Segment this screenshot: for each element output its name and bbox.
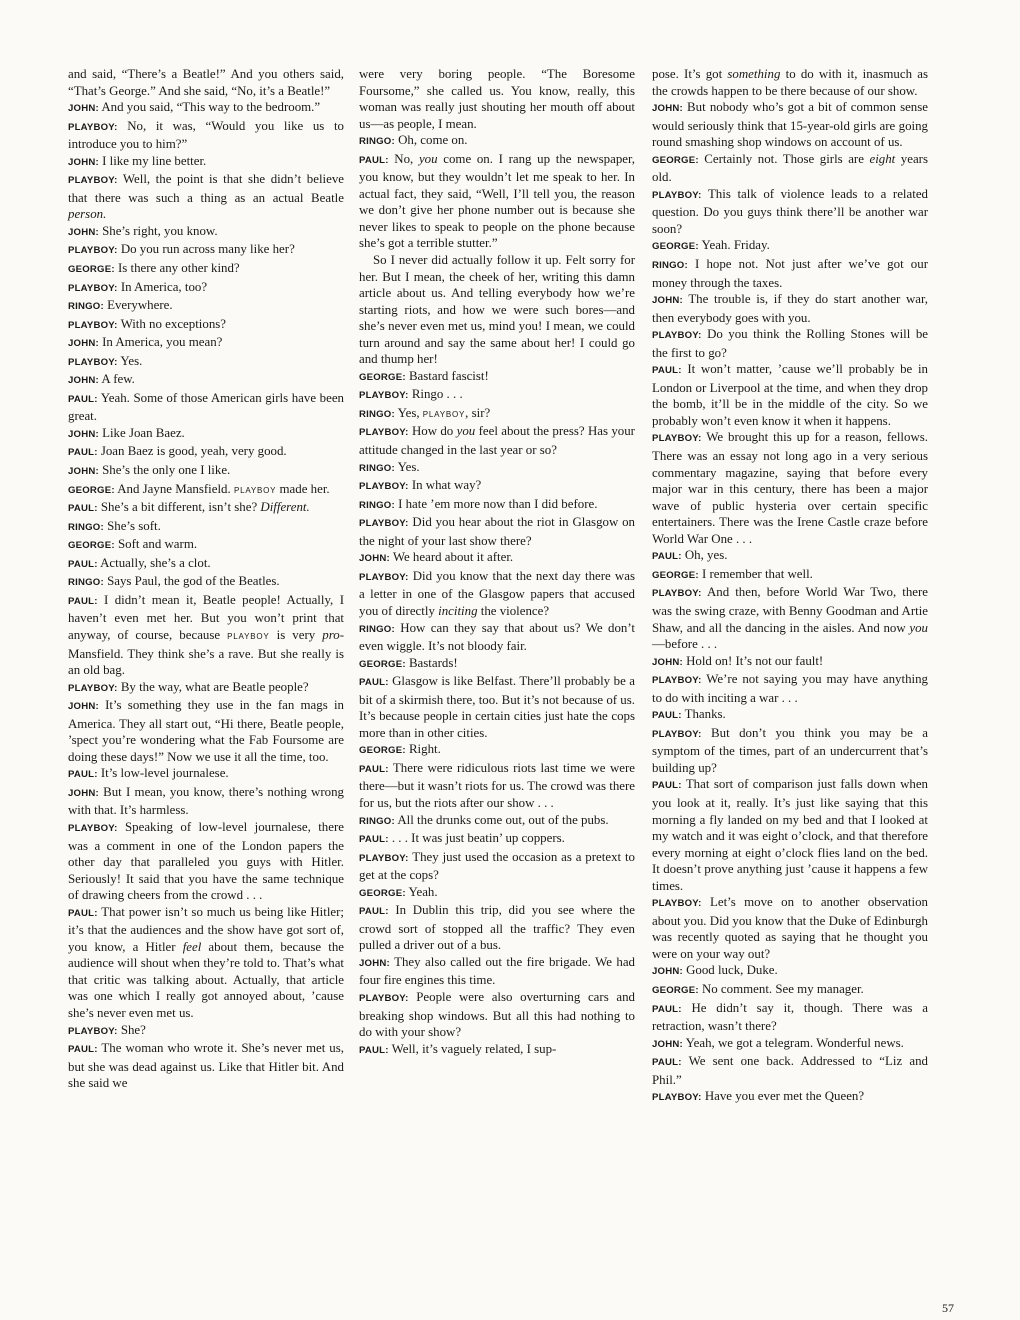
speaker-label: PLAYBOY: <box>359 518 409 530</box>
body-text: come on. I rang up the newspaper, you know, but they wouldn’t let me speak to her. In actual fact, they said, “Well, I’ll tell you, the reason we don’t give her phone number out is because she never likes to speak to people on the phone because she’s got a terrible stutter.” <box>359 151 635 251</box>
interview-paragraph <box>68 573 344 592</box>
interview-paragraph <box>359 849 635 884</box>
speaker-label: PLAYBOY: <box>68 1025 118 1037</box>
body-text: The woman who wrote it. She’s never met us, but she was dead against us. Like that Hitler bit. And she said we <box>68 1041 344 1091</box>
interview-paragraph <box>68 765 344 784</box>
emphasis-text: eight <box>869 151 896 166</box>
body-text: Thanks. <box>684 707 726 722</box>
interview-paragraph <box>359 151 635 252</box>
speaker-label: PLAYBOY: <box>68 682 118 694</box>
body-text: about them, because the audience will shout when they’re told to. That’s what that critic was talking about. Actually, that article was one which I really got annoyed about, ’cause she’s never even met us. <box>68 939 344 1020</box>
interview-paragraph <box>68 66 344 99</box>
body-text: made her. <box>276 481 330 496</box>
small-caps-text: PLAYBOY <box>422 409 466 419</box>
interview-paragraph <box>68 555 344 574</box>
interview-paragraph <box>652 566 928 585</box>
speaker-label: RINGO: <box>68 301 104 313</box>
interview-paragraph <box>68 443 344 462</box>
speaker-label: PLAYBOY: <box>68 319 118 331</box>
interview-paragraph <box>68 118 344 153</box>
interview-paragraph <box>359 673 635 741</box>
body-text: In Dublin this trip, did you see where the crowd sort of stopped all the traffic? They even pulled a driver out of a bus. <box>359 903 635 953</box>
body-text: Joan Baez is good, yeah, very good. <box>100 444 287 459</box>
speaker-label: PLAYBOY: <box>359 852 409 864</box>
speaker-label: PAUL: <box>359 763 389 775</box>
body-text: It won’t matter, ’cause we’ll probably be in London or Liverpool at the time, and when they drop the bomb, it’ll be in the middle of the city. So we probably won’t even know it when it happens. <box>652 362 928 428</box>
emphasis-text: you <box>909 620 928 635</box>
body-text: Certainly not. Those girls are <box>704 151 870 166</box>
page-number: 57 <box>942 1301 954 1315</box>
speaker-label: JOHN: <box>652 1038 683 1050</box>
interview-paragraph <box>359 884 635 903</box>
speaker-label: PAUL: <box>68 595 98 607</box>
interview-paragraph <box>652 256 928 291</box>
speaker-label: GEORGE: <box>652 241 699 253</box>
body-text: Glasgow is like Belfast. There’ll probably be a bit of a skirmish there, too. But it’s not because of us. It’s because people in certain cities just hate the cops more than in other cities. <box>359 674 635 740</box>
emphasis-text: person. <box>68 207 107 222</box>
speaker-label: PAUL: <box>652 1057 682 1069</box>
body-text: Yeah. Friday. <box>701 238 770 253</box>
body-text: I hope not. Not just after we’ve got our money through the taxes. <box>652 257 928 290</box>
interview-paragraph <box>68 99 344 118</box>
body-text: No, <box>394 151 419 166</box>
speaker-label: PLAYBOY: <box>68 121 118 133</box>
body-text: We heard about it after. <box>392 550 514 565</box>
interview-paragraph <box>68 223 344 242</box>
interview-paragraph <box>652 429 928 547</box>
body-text: People were also overturning cars and breaking shop windows. But all this had nothing to do with your show? <box>359 989 635 1040</box>
interview-paragraph <box>652 326 928 361</box>
speaker-label: RINGO: <box>68 577 104 589</box>
body-text: That sort of comparison just falls down when you look at it, really. It’s just like saying that this morning a fly landed on my bed and that I looked at my watch and it was eight o’clock, and that therefore every morning at eight o’clock flies land on the bed. It doesn’t prove anything just ’cause it happens a few times. <box>652 777 929 893</box>
text-column-middle <box>359 66 635 1059</box>
body-text: pose. It’s got <box>652 67 728 81</box>
speaker-label: PAUL: <box>68 1044 98 1056</box>
body-text: Do you think the Rolling Stones will be the first to go? <box>652 327 928 360</box>
body-text: No, it was, “Would you like us to introduce you to him?” <box>68 118 344 152</box>
speaker-label: PAUL: <box>68 503 98 515</box>
speaker-label: JOHN: <box>68 375 99 387</box>
emphasis-text: you <box>418 151 438 166</box>
interview-paragraph <box>652 706 928 725</box>
speaker-label: PAUL: <box>359 1044 389 1056</box>
body-text: So I never did actually follow it up. Felt sorry for her. But I mean, the cheek of her, writing this damn article about us. And telling everybody how we’re starting riots, and how we were such bores—and she’s never even met us, mind you! I mean, we could turn around and say the same about her! I could go and thump her! <box>359 253 635 367</box>
speaker-label: JOHN: <box>359 553 390 565</box>
body-text: Oh, come on. <box>398 133 468 148</box>
speaker-label: PAUL: <box>652 1003 682 1015</box>
body-text: Yeah, we got a telegram. Wonderful news. <box>685 1035 904 1050</box>
interview-paragraph <box>359 954 635 989</box>
body-text: No comment. See my manager. <box>701 981 864 996</box>
interview-paragraph <box>359 368 635 387</box>
interview-paragraph <box>68 784 344 819</box>
interview-paragraph <box>68 316 344 335</box>
interview-paragraph <box>652 547 928 566</box>
interview-paragraph <box>359 514 635 549</box>
speaker-label: RINGO: <box>359 462 395 474</box>
text-column-right <box>652 66 928 1107</box>
body-text: All the drunks come out, out of the pubs. <box>397 812 609 827</box>
interview-paragraph <box>652 584 928 652</box>
speaker-label: GEORGE: <box>359 887 406 899</box>
speaker-label: GEORGE: <box>68 264 115 276</box>
body-text: is very <box>269 627 323 642</box>
body-text: Mansfield. They think she’s a rave. But she really is an old bag. <box>68 646 344 678</box>
body-text: He didn’t say it, though. There was a retraction, wasn’t there? <box>652 1000 928 1034</box>
speaker-label: JOHN: <box>652 103 683 115</box>
body-text: Do you run across many like her? <box>120 242 295 257</box>
speaker-label: PAUL: <box>359 906 389 918</box>
speaker-label: PLAYBOY: <box>68 356 118 368</box>
speaker-label: PLAYBOY: <box>652 728 702 740</box>
body-text: How can they say that about us? We don’t even wiggle. It’s not bloody fair. <box>359 620 635 654</box>
body-text: I hate ’em more now than I did before. <box>398 496 598 511</box>
body-text: Yes. <box>120 353 143 368</box>
speaker-label: PLAYBOY: <box>359 992 409 1004</box>
speaker-label: PLAYBOY: <box>68 282 118 294</box>
interview-paragraph <box>359 741 635 760</box>
body-text: By the way, what are Beatle people? <box>120 679 309 694</box>
interview-paragraph <box>68 697 344 765</box>
speaker-label: JOHN: <box>68 466 99 478</box>
interview-paragraph <box>652 186 928 238</box>
speaker-label: PLAYBOY: <box>652 433 702 445</box>
body-text: She’s soft. <box>107 518 161 533</box>
body-text: . . . It was just beatin’ up coppers. <box>391 831 565 846</box>
body-text: She’s a bit different, isn’t she? <box>100 500 261 515</box>
speaker-label: PAUL: <box>359 154 389 166</box>
interview-paragraph <box>68 481 344 500</box>
interview-paragraph <box>68 153 344 172</box>
body-text: We sent one back. Addressed to “Liz and Phil.” <box>652 1054 928 1087</box>
speaker-label: JOHN: <box>68 103 99 115</box>
interview-paragraph <box>359 568 635 620</box>
interview-paragraph <box>652 962 928 981</box>
speaker-label: JOHN: <box>652 295 683 307</box>
body-text: were very boring people. “The Boresome Foursome,” she called us. You know, really, this woman was really just shouting her mouth off about us—as people, I mean. <box>359 67 635 131</box>
small-caps-text: PLAYBOY <box>233 485 277 495</box>
interview-paragraph <box>68 1022 344 1041</box>
interview-paragraph <box>68 371 344 390</box>
speaker-label: PAUL: <box>68 447 98 459</box>
body-text: Hold on! It’s not our fault! <box>686 653 824 668</box>
body-text: Did you know that the next day there was a letter in one of the Glasgow papers that accused you of directly <box>359 568 635 618</box>
interview-paragraph <box>68 592 344 679</box>
body-text: With no exceptions? <box>120 316 227 331</box>
speaker-label: GEORGE: <box>359 745 406 757</box>
body-text: And then, before World War Two, there was the swing craze, with Benny Goodman and Artie Shaw, and all the dancing in the aisles. And now <box>652 585 929 635</box>
body-text: But nobody who’s got a bit of common sense would seriously think that 15-year-old girls are going round smashing shop windows on account of us. <box>652 100 928 150</box>
emphasis-text: Different. <box>260 500 310 515</box>
emphasis-text: you <box>456 424 476 439</box>
speaker-label: GEORGE: <box>652 984 699 996</box>
speaker-label: RINGO: <box>652 260 688 272</box>
interview-paragraph <box>652 1088 928 1107</box>
body-text: Bastard fascist! <box>408 368 489 383</box>
speaker-label: PLAYBOY: <box>359 481 409 493</box>
speaker-label: PAUL: <box>68 558 98 570</box>
speaker-label: PAUL: <box>652 365 682 377</box>
speaker-label: PLAYBOY: <box>359 571 409 583</box>
speaker-label: PAUL: <box>359 677 389 689</box>
speaker-label: JOHN: <box>652 656 683 668</box>
interview-paragraph <box>652 151 928 186</box>
speaker-label: PLAYBOY: <box>652 1092 702 1104</box>
body-text: Bastards! <box>408 655 458 670</box>
interview-paragraph <box>68 462 344 481</box>
interview-paragraph <box>359 760 635 812</box>
speaker-label: RINGO: <box>359 623 395 635</box>
body-text: And you said, “This way to the bedroom.” <box>101 100 321 115</box>
interview-paragraph <box>68 679 344 698</box>
body-text: Well, it’s vaguely related, I sup- <box>391 1041 557 1056</box>
speaker-label: PAUL: <box>652 710 682 722</box>
body-text: Actually, she’s a clot. <box>100 555 211 570</box>
speaker-label: PAUL: <box>68 907 98 919</box>
speaker-label: PLAYBOY: <box>68 175 118 187</box>
body-text: Oh, yes. <box>684 548 728 563</box>
interview-paragraph <box>359 830 635 849</box>
body-text: But I mean, you know, there’s nothing wrong with that. It’s harmless. <box>68 784 344 818</box>
body-text: the violence? <box>477 603 550 618</box>
emphasis-text: feel <box>182 939 202 954</box>
interview-paragraph <box>652 653 928 672</box>
speaker-label: GEORGE: <box>652 154 699 166</box>
body-text: And Jayne Mansfield. <box>117 481 234 496</box>
body-text: Yes. <box>397 459 420 474</box>
speaker-label: RINGO: <box>359 815 395 827</box>
interview-paragraph <box>652 361 928 429</box>
body-text: I didn’t mean it, Beatle people! Actually, I haven’t even met her. But you won’t print that anyway, of course, because <box>68 592 344 642</box>
interview-paragraph <box>359 496 635 515</box>
speaker-label: GEORGE: <box>68 484 115 496</box>
speaker-label: PLAYBOY: <box>359 427 409 439</box>
body-text: In what way? <box>411 478 482 493</box>
interview-paragraph <box>652 1035 928 1054</box>
body-text: In America, too? <box>120 279 208 294</box>
emphasis-text: something <box>727 67 781 81</box>
interview-paragraph <box>652 99 928 151</box>
body-text: How do <box>411 424 457 439</box>
body-text: years old. <box>652 151 928 185</box>
interview-paragraph <box>68 904 344 1022</box>
interview-paragraph <box>359 252 635 368</box>
body-text: Says Paul, the god of the Beatles. <box>107 574 280 589</box>
body-text: But don’t you think you may be a symptom of the times, part of an undercurrent that’s building up? <box>652 725 928 775</box>
interview-paragraph <box>68 1040 344 1092</box>
speaker-label: JOHN: <box>68 156 99 168</box>
body-text: There were ridiculous riots last time we were there—but it wasn’t riots for us. The crowd was there for us, but the riots after our show . . . <box>359 760 635 810</box>
body-text: Did you hear about the riot in Glasgow on the night of your last show there? <box>359 515 635 548</box>
interview-paragraph <box>359 132 635 151</box>
body-text: Is there any other kind? <box>117 261 240 276</box>
interview-paragraph <box>68 241 344 260</box>
interview-paragraph <box>359 902 635 954</box>
text-column-left <box>68 66 344 1092</box>
interview-paragraph <box>652 291 928 326</box>
body-text: Yeah. Some of those American girls have been great. <box>68 390 344 424</box>
speaker-label: PLAYBOY: <box>68 822 118 834</box>
interview-paragraph <box>359 1041 635 1060</box>
speaker-label: JOHN: <box>359 957 390 969</box>
small-caps-text: PLAYBOY <box>227 631 270 641</box>
body-text: Speaking of low-level journalese, there was a comment in one of the London papers the other day that paralleled you guys with Hitler. Seriously! It said that you have the same technique of drawing cheers from the crowd . . . <box>68 819 344 903</box>
speaker-label: PLAYBOY: <box>652 588 702 600</box>
body-text: They just used the occasion as a pretext to get at the cops? <box>359 849 635 883</box>
speaker-label: RINGO: <box>359 136 395 148</box>
interview-paragraph <box>652 1053 928 1088</box>
speaker-label: PLAYBOY: <box>652 675 702 687</box>
speaker-label: GEORGE: <box>68 540 115 552</box>
speaker-label: PLAYBOY: <box>359 390 409 402</box>
emphasis-text: inciting <box>438 603 478 618</box>
interview-paragraph <box>652 237 928 256</box>
interview-paragraph <box>68 518 344 537</box>
body-text: and said, “There’s a Beatle!” And you others said, “That’s George.” And she said, “No, it’s a Beatle!” <box>68 67 344 98</box>
interview-paragraph <box>359 66 635 132</box>
interview-paragraph <box>359 386 635 405</box>
interview-paragraph <box>68 171 344 223</box>
body-text: Well, the point is that she didn’t believe that there was such a thing as an actual Beatle <box>68 172 344 205</box>
interview-paragraph <box>359 477 635 496</box>
interview-paragraph <box>68 297 344 316</box>
interview-paragraph <box>652 776 928 894</box>
speaker-label: RINGO: <box>359 499 395 511</box>
body-text: This talk of violence leads to a related question. Do you guys think there’ll be another war soon? <box>652 186 928 236</box>
body-text: We’re not saying you may have anything to do with inciting a war . . . <box>652 672 928 705</box>
interview-paragraph <box>359 989 635 1041</box>
interview-paragraph <box>652 725 928 777</box>
speaker-label: PLAYBOY: <box>652 330 702 342</box>
speaker-label: PAUL: <box>359 834 389 846</box>
interview-paragraph <box>652 66 928 99</box>
interview-paragraph <box>359 459 635 478</box>
body-text: , sir? <box>465 405 491 420</box>
body-text: Have you ever met the Queen? <box>704 1089 865 1104</box>
interview-paragraph <box>68 279 344 298</box>
body-text: I like my line better. <box>102 153 207 168</box>
body-text: A few. <box>101 372 135 387</box>
speaker-label: PAUL: <box>68 769 98 781</box>
body-text: Soft and warm. <box>117 537 198 552</box>
body-text: Good luck, Duke. <box>686 963 778 978</box>
body-text: She’s right, you know. <box>102 223 218 238</box>
body-text: Everywhere. <box>107 298 173 313</box>
interview-paragraph <box>359 655 635 674</box>
speaker-label: PAUL: <box>652 551 682 563</box>
interview-paragraph <box>359 423 635 458</box>
body-text: They also called out the fire brigade. We had four fire engines this time. <box>359 954 635 988</box>
speaker-label: GEORGE: <box>359 658 406 670</box>
body-text: Yeah. <box>408 884 438 899</box>
interview-paragraph <box>68 334 344 353</box>
speaker-label: JOHN: <box>68 787 99 799</box>
interview-paragraph <box>652 671 928 706</box>
body-text: Yes, <box>397 405 423 420</box>
speaker-label: PLAYBOY: <box>68 245 118 257</box>
speaker-label: RINGO: <box>68 521 104 533</box>
body-text: —before . . . <box>652 637 718 652</box>
interview-paragraph <box>68 353 344 372</box>
body-text: feel about the press? Has your attitude changed in the last year or so? <box>359 424 635 458</box>
speaker-label: JOHN: <box>68 701 99 713</box>
speaker-label: JOHN: <box>68 338 99 350</box>
body-text: Right. <box>408 742 441 757</box>
interview-paragraph <box>652 1000 928 1035</box>
body-text: The trouble is, if they do start another war, then everybody goes with you. <box>652 292 928 325</box>
speaker-label: GEORGE: <box>652 569 699 581</box>
interview-paragraph <box>359 620 635 655</box>
speaker-label: PAUL: <box>68 393 98 405</box>
interview-paragraph <box>652 894 928 962</box>
body-text: Like Joan Baez. <box>102 425 185 440</box>
speaker-label: PAUL: <box>652 780 682 792</box>
interview-paragraph <box>68 536 344 555</box>
interview-paragraph <box>359 812 635 831</box>
speaker-label: GEORGE: <box>359 371 406 383</box>
body-text: She? <box>120 1022 146 1037</box>
body-text: She’s the only one I like. <box>102 463 231 478</box>
body-text: It’s something they use in the fan mags in America. They all start out, “Hi there, Beatle people, ’spect you’re wondering what the Fab Foursome are doing these days!” Now we use it all the time, too. <box>68 698 344 764</box>
body-text: In America, you mean? <box>102 335 223 350</box>
interview-paragraph <box>652 981 928 1000</box>
body-text: Ringo . . . <box>411 387 463 402</box>
speaker-label: JOHN: <box>652 966 683 978</box>
body-text: to do with it, inasmuch as the crowds happen to be there because of our show. <box>652 67 928 98</box>
body-text: I remember that well. <box>701 566 813 581</box>
interview-paragraph <box>359 405 635 424</box>
speaker-label: PLAYBOY: <box>652 189 702 201</box>
emphasis-text: pro- <box>322 627 344 642</box>
speaker-label: PLAYBOY: <box>652 898 702 910</box>
interview-paragraph <box>68 260 344 279</box>
interview-paragraph <box>359 549 635 568</box>
speaker-label: JOHN: <box>68 226 99 238</box>
interview-paragraph <box>68 819 344 904</box>
body-text: We brought this up for a reason, fellows. There was an essay not long ago in a very serious commentary magazine, saying that before every major war in this century, there has been a major wave of public hysteria over certain specific entertainers. There was the Irene Castle craze before World War One . . . <box>652 430 928 546</box>
body-text: Let’s move on to another observation about you. Did you know that the Duke of Edinburgh was recently quoted as saying that he thought you were on your way out? <box>652 895 928 961</box>
interview-paragraph <box>68 425 344 444</box>
body-text: It’s low-level journalese. <box>100 766 229 781</box>
interview-paragraph <box>68 499 344 518</box>
speaker-label: RINGO: <box>359 408 395 420</box>
body-text: That power isn’t so much us being like Hitler; it’s that the audiences and the show have got sort of, you know, a Hitler <box>68 904 344 954</box>
speaker-label: JOHN: <box>68 428 99 440</box>
interview-paragraph <box>68 390 344 425</box>
